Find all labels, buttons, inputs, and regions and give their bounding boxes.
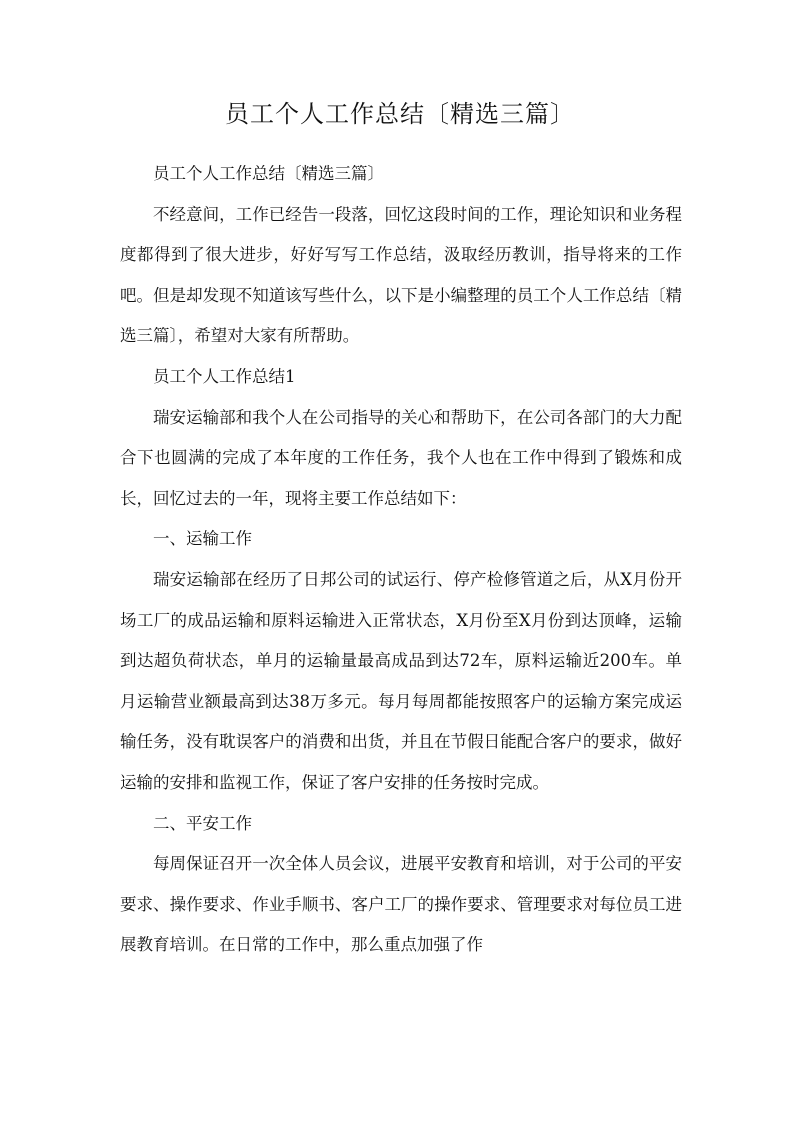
safety-paragraph: 每周保证召开一次全体人员会议，进展平安教育和培训，对于公司的平安要求、操作要求、作业手顺书、客户工厂的操作要求、管理要求对每位员工进展教育培训。在日常的工作中，那么重点加强了作 <box>120 854 682 955</box>
document-title: 员工个人工作总结〔精选三篇〕 <box>225 100 575 128</box>
safety-heading: 二、平安工作 <box>153 813 252 833</box>
document-subtitle: 员工个人工作总结〔精选三篇〕 <box>153 164 384 183</box>
intro-paragraph: 不经意间，工作已经告一段落，回忆这段时间的工作，理论知识和业务程度都得到了很大进步，好好写写工作总结，汲取经历教训，指导将来的工作吧。但是却发现不知道该写些什么，以下是小编整理的员工个人工作总结〔精选三篇〕，希望对大家有所帮助。 <box>120 204 682 346</box>
section-1-title: 员工个人工作总结1 <box>153 366 296 386</box>
transport-paragraph: 瑞安运输部在经历了日邦公司的试运行、停产检修管道之后，从X月份开场工厂的成品运输和原料运输进入正常状态，X月份至X月份到达顶峰，运输到达超负荷状态，单月的运输量最高成品到达72车，原料运输近200车。单月运输营业额最高到达38万多元。每月每周都能按照客户的运输方案完成运输任务，没有耽误客户的消费和出货，并且在节假日能配合客户的要求，做好运输的安排和监视工作，保证了客户安排的任务按时完成。 <box>120 569 682 792</box>
document-body <box>120 154 682 966</box>
transport-heading: 一、运输工作 <box>153 529 252 549</box>
section-1-intro-paragraph: 瑞安运输部和我个人在公司指导的关心和帮助下，在公司各部门的大力配合下也圆满的完成了本年度的工作任务，我个人也在工作中得到了锻炼和成长，回忆过去的一年，现将主要工作总结如下： <box>120 407 682 508</box>
